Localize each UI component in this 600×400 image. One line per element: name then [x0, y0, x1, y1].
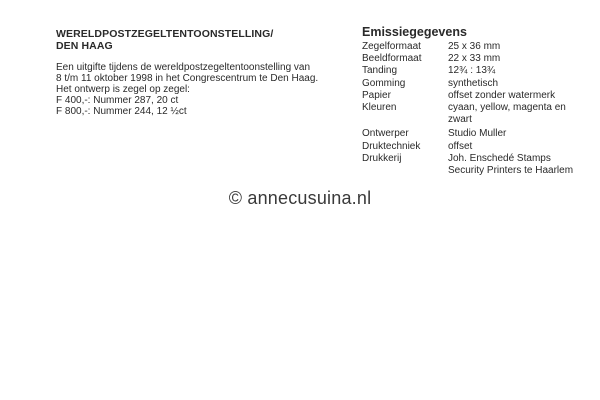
spec-value: zwart: [448, 114, 472, 126]
description-line: F 400,-: Nummer 287, 20 ct: [56, 95, 179, 106]
spec-value: offset zonder watermerk: [448, 89, 556, 101]
emission-heading: Emissiegegevens: [362, 25, 467, 39]
spec-label: Kleuren: [362, 102, 397, 114]
spec-value: cyaan, yellow, magenta en: [448, 102, 566, 114]
spec-label: [362, 165, 448, 177]
spec-label: [362, 114, 448, 126]
spec-label: Ontwerper: [362, 128, 409, 140]
spec-value: Joh. Enschedé Stamps: [448, 152, 551, 164]
spec-value: offset: [448, 140, 473, 152]
spec-value: Studio Muller: [448, 128, 507, 140]
description-line: Een uitgifte tijdens de wereldpostzegeltentoonstelling van: [56, 62, 311, 73]
spec-value: 12¾ : 13¾: [448, 65, 496, 77]
left-column: [56, 28, 346, 117]
spec-label: Zegelformaat: [362, 41, 421, 52]
copyright-watermark: © annecusuina.nl: [228, 188, 372, 208]
spec-label: Druktechniek: [362, 140, 421, 152]
spec-value: 22 x 33 mm: [448, 53, 501, 65]
emission-data-panel: [362, 25, 594, 177]
exhibition-title: [56, 28, 346, 52]
spec-value: Security Printers te Haarlem: [448, 165, 574, 177]
spec-label: Gomming: [362, 77, 406, 89]
spec-value: 25 x 36 mm: [448, 41, 501, 52]
spec-value: synthetisch: [448, 77, 499, 89]
description-line: 8 t/m 11 oktober 1998 in het Congrescentrum te Den Haag.: [56, 73, 319, 84]
spec-label: Papier: [362, 89, 391, 101]
title-line-1: WERELDPOSTZEGELTENTOONSTELLING/: [56, 28, 274, 40]
emission-spec-table: [362, 41, 594, 177]
description-line: Het ontwerp is zegel op zegel:: [56, 84, 190, 95]
spec-label: Beeldformaat: [362, 53, 422, 65]
title-line-2: DEN HAAG: [56, 40, 113, 52]
spec-label: Drukkerij: [362, 152, 402, 164]
spec-label: Tanding: [362, 65, 398, 77]
description-text: [56, 62, 346, 117]
description-line: F 800,-: Nummer 244, 12 ½ct: [56, 106, 187, 117]
